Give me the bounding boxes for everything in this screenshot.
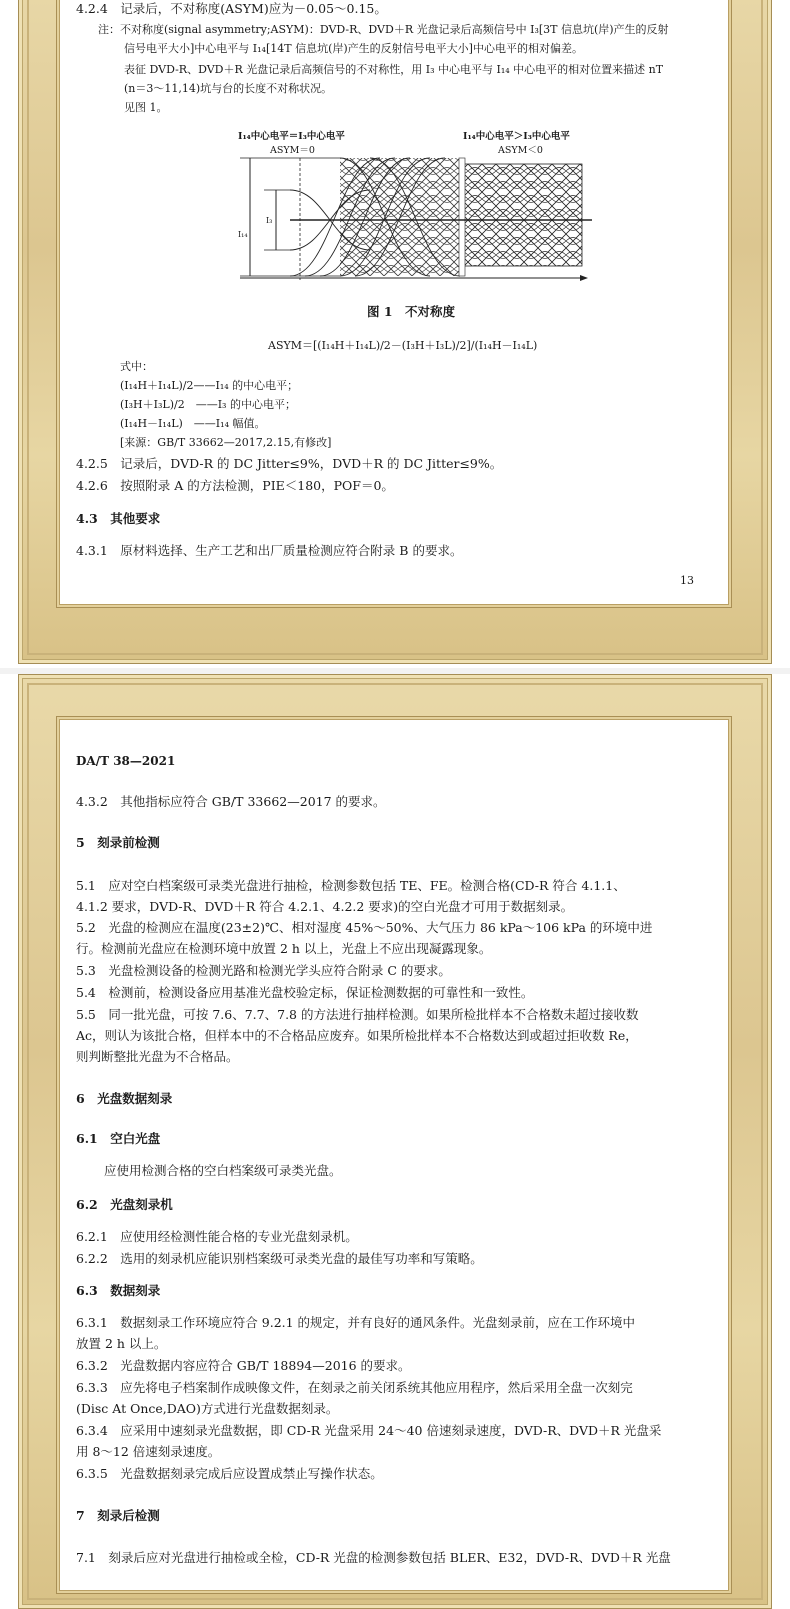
clause-7-1: 7.1 刻录后应对光盘进行抽检或全检，CD-R 光盘的检测参数包括 BLER、E32，DVD-R、DVD＋R 光盘 [76, 1550, 671, 1565]
heading-4-3: 4.3 其他要求 [76, 511, 161, 526]
where-line-3: (I₁₄H－I₁₄L) ——I₁₄ 幅值。 [120, 417, 266, 430]
clause-4-2-6: 4.2.6 按照附录 A 的方法检测，PIE＜180，POF＝0。 [76, 478, 394, 493]
top-page [60, 0, 728, 604]
source-note: [来源：GB/T 33662—2017,2.15,有修改] [120, 436, 332, 449]
section-7: 7 刻录后检测 [76, 1508, 160, 1523]
clause-6-3-3-a: 6.3.3 应先将电子档案制作成映像文件，在刻录之前关闭系统其他应用程序，然后采用全盘一次刻完 [76, 1380, 633, 1395]
axis-i14-label: I₁₄ [238, 230, 248, 239]
clause-6-2-1: 6.2.1 应使用经检测性能合格的专业光盘刻录机。 [76, 1229, 358, 1244]
clause-5-4: 5.4 检测前，检测设备应用基准光盘校验定标，保证检测数据的可靠性和一致性。 [76, 985, 534, 1000]
clause-6-3-4-b: 用 8～12 倍速刻录速度。 [76, 1444, 221, 1459]
clause-5-1-a: 5.1 应对空白档案级可录类光盘进行抽检，检测参数包括 TE、FE。检测合格(CD-R 符合 4.1.1、 [76, 878, 626, 893]
clause-5-3: 5.3 光盘检测设备的检测光路和检测光学头应符合附录 C 的要求。 [76, 963, 451, 978]
figure-label-left: I₁₄中心电平＝I₃中心电平 [238, 131, 345, 142]
figure-label-left-2: ASYM＝0 [270, 145, 315, 156]
bottom-page [60, 720, 728, 1590]
where-line-1: (I₁₄H＋I₁₄L)/2——I₁₄ 的中心电平； [120, 379, 299, 392]
clause-6-3-1-b: 放置 2 h 以上。 [76, 1336, 167, 1351]
page-number: 13 [680, 574, 694, 587]
note-line-1: 注：不对称度(signal asymmetry;ASYM)：DVD-R、DVD＋R 光盘记录后高频信号中 I₃[3T 信息坑(岸)产生的反射 [98, 23, 669, 36]
eye-pattern-diagram [230, 150, 610, 295]
section-5: 5 刻录前检测 [76, 835, 160, 850]
figure-caption: 图 1 不对称度 [367, 304, 456, 319]
clause-5-5-c: 则判断整批光盘为不合格品。 [76, 1049, 239, 1064]
clause-6-3-1-a: 6.3.1 数据刻录工作环境应符合 9.2.1 的规定，并有良好的通风条件。光盘刻录前，应在工作环境中 [76, 1315, 636, 1330]
clause-4-2-5: 4.2.5 记录后，DVD-R 的 DC Jitter≤9%，DVD＋R 的 DC Jitter≤9%。 [76, 456, 503, 471]
clause-5-2-a: 5.2 光盘的检测应在温度(23±2)℃、相对湿度 45%～50%、大气压力 86 kPa～106 kPa 的环境中进 [76, 920, 653, 935]
top-panel [0, 0, 790, 668]
clause-6-2-2: 6.2.2 选用的刻录机应能识别档案级可录类光盘的最佳写功率和写策略。 [76, 1251, 483, 1266]
note-line-2: 信号电平大小]中心电平与 I₁₄[14T 信息坑(岸)产生的反射信号电平大小]中心电平的相对偏差。 [124, 42, 583, 55]
asym-formula: ASYM＝[(I₁₄H＋I₁₄L)/2－(I₃H＋I₃L)/2]/(I₁₄H－I₁₄L) [268, 339, 538, 352]
axis-i3-label: I₃ [266, 216, 273, 225]
bottom-panel [0, 674, 790, 1579]
note-line-3: 表征 DVD-R、DVD＋R 光盘记录后高频信号的不对称性，用 I₃ 中心电平与 I₁₄ 中心电平的相对位置来描述 nT [124, 63, 664, 76]
note-line-4: (n＝3～11,14)坑与台的长度不对称状况。 [124, 82, 333, 95]
heading-6-2: 6.2 光盘刻录机 [76, 1197, 173, 1212]
heading-6-3: 6.3 数据刻录 [76, 1283, 161, 1298]
clause-5-2-b: 行。检测前光盘应在检测环境中放置 2 h 以上，光盘上不应出现凝露现象。 [76, 941, 492, 956]
where-label: 式中： [120, 360, 153, 373]
note-line-5: 见图 1。 [124, 101, 168, 114]
clause-6-3-3-b: (Disc At Once,DAO)方式进行光盘数据刻录。 [76, 1401, 339, 1416]
clause-5-5-a: 5.5 同一批光盘，可按 7.6、7.7、7.8 的方法进行抽样检测。如果所检批样本不合格数未超过接收数 [76, 1007, 639, 1022]
clause-6-3-4-a: 6.3.4 应采用中速刻录光盘数据，即 CD-R 光盘采用 24～40 倍速刻录速度，DVD-R、DVD＋R 光盘采 [76, 1423, 662, 1438]
figure-label-right: I₁₄中心电平＞I₃中心电平 [463, 131, 570, 142]
figure-asymmetry [230, 122, 610, 292]
clause-5-5-b: Ac，则认为该批合格，但样本中的不合格品应废弃。如果所检批样本不合格数达到或超过拒收数 Re， [76, 1028, 638, 1043]
heading-6-1: 6.1 空白光盘 [76, 1131, 161, 1146]
figure-label-right-2: ASYM＜0 [498, 145, 543, 156]
clause-4-3-2: 4.3.2 其他指标应符合 GB/T 33662—2017 的要求。 [76, 794, 386, 809]
where-line-2: (I₃H＋I₃L)/2 ——I₃ 的中心电平； [120, 398, 296, 411]
clause-5-1-b: 4.1.2 要求，DVD-R、DVD＋R 符合 4.2.1、4.2.2 要求)的空白光盘才可用于数据刻录。 [76, 899, 574, 914]
clause-6-3-5: 6.3.5 光盘数据刻录完成后应设置成禁止写操作状态。 [76, 1466, 383, 1481]
doc-header: DA/T 38—2021 [76, 754, 176, 768]
section-6: 6 光盘数据刻录 [76, 1091, 173, 1106]
clause-6-1: 应使用检测合格的空白档案级可录类光盘。 [104, 1163, 342, 1178]
clause-4-3-1: 4.3.1 原材料选择、生产工艺和出厂质量检测应符合附录 B 的要求。 [76, 543, 463, 558]
clause-6-3-2: 6.3.2 光盘数据内容应符合 GB/T 18894—2016 的要求。 [76, 1358, 411, 1373]
clause-4-2-4: 4.2.4 记录后，不对称度(ASYM)应为－0.05～0.15。 [76, 1, 387, 16]
